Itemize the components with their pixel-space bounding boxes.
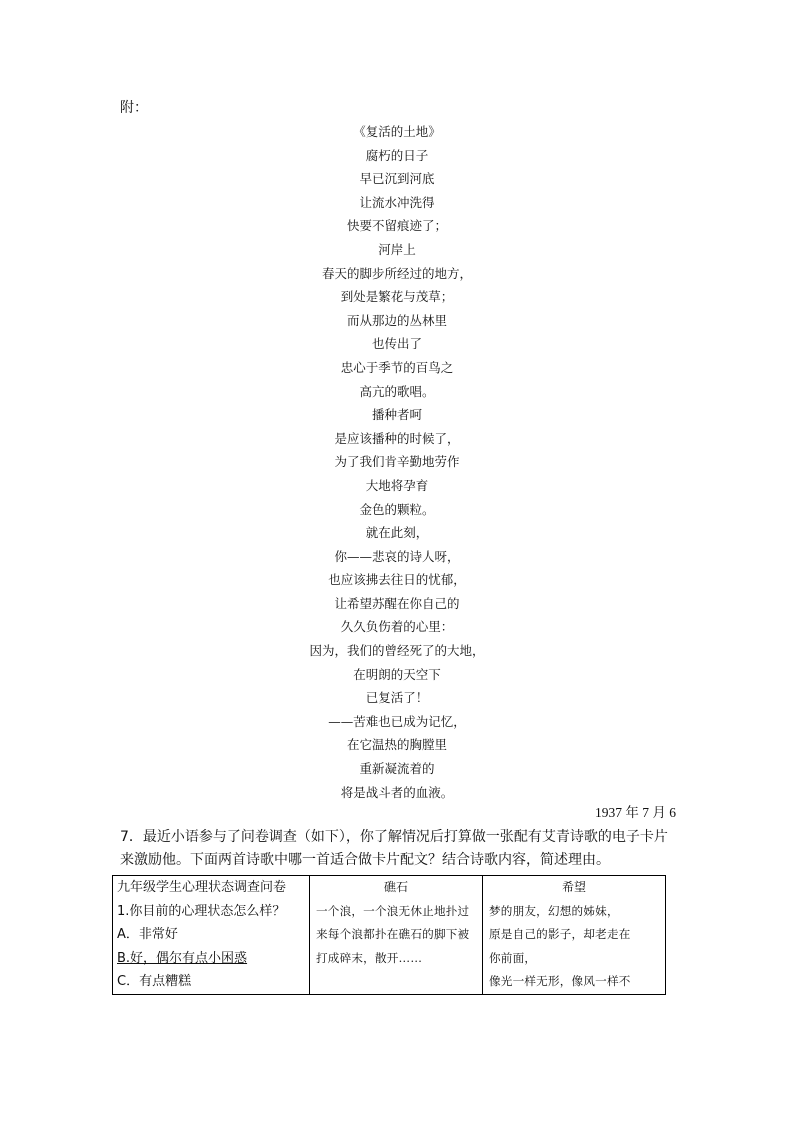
survey-option-b: B.好，偶尔有点小困惑 bbox=[117, 950, 248, 966]
survey-option-a: A．非常好 bbox=[117, 927, 178, 942]
survey-option-c: C．有点糟糕 bbox=[117, 974, 192, 989]
poem-line: 而从那边的丛林里 bbox=[346, 312, 447, 328]
poem-line: 大地将孕育 bbox=[365, 477, 429, 493]
poem-line: 久久负伤着的心里： bbox=[340, 619, 454, 635]
poem-line: 播种者呵 bbox=[371, 407, 422, 423]
poem-line: 重新凝流着的 bbox=[359, 761, 435, 777]
poem-line: 是应该播种的时候了， bbox=[334, 430, 460, 446]
poem-xiwang-title: 希望 bbox=[561, 880, 586, 894]
poem-title: 《复活的土地》 bbox=[353, 124, 441, 139]
poem-line: 早已沉到河底 bbox=[359, 171, 435, 187]
poem-line: 春天的脚步所经过的地方， bbox=[321, 265, 472, 281]
comparison-table bbox=[112, 875, 666, 995]
poem-line: 因为，我们的曾经死了的大地， bbox=[309, 643, 485, 659]
poem-line: 在它温热的胸膛里 bbox=[346, 737, 447, 753]
poem-line: 就在此刻， bbox=[365, 525, 429, 541]
poem-line: 也传出了 bbox=[371, 336, 422, 352]
poem-line: 金色的颗粒。 bbox=[359, 501, 435, 517]
poem-line: 在明朗的天空下 bbox=[353, 666, 441, 682]
poem-line: 已复活了！ bbox=[365, 690, 429, 706]
poem-xiwang-line: 梦的朋友，幻想的姊妹， bbox=[489, 903, 619, 918]
poem-line: 让流水冲洗得 bbox=[359, 194, 435, 210]
poem-line: 你——悲哀的诗人呀， bbox=[334, 548, 460, 564]
poem-line: 到处是繁花与茂草； bbox=[340, 289, 454, 305]
poem-jiaoshi-title: 礁石 bbox=[383, 880, 408, 894]
poem-fuhuo bbox=[200, 120, 594, 804]
poem-line: 高亢的歌唱。 bbox=[359, 383, 435, 399]
poem-jiaoshi-cell bbox=[310, 876, 483, 995]
survey-question: 1.你目前的心理状态怎么样？ bbox=[117, 903, 286, 919]
poem-line: 也应该拂去往日的忧郁， bbox=[328, 572, 466, 588]
question-7: 7．最近小语参与了问卷调查（如下），你了解情况后打算做一张配有艾青诗歌的电子卡片来激励他。下面两首诗歌中哪一首适合做卡片配文？结合诗歌内容，简述理由。 bbox=[120, 829, 668, 868]
poem-xiwang-line: 像光一样无形，像风一样不 bbox=[489, 974, 631, 988]
poem-xiwang-line: 原是自己的影子，却老走在 bbox=[489, 927, 631, 941]
poem-xiwang-line: 你前面， bbox=[489, 950, 537, 965]
poem-line: 让希望苏醒在你自己的 bbox=[334, 595, 460, 611]
poem-line: 忠心于季节的百鸟之 bbox=[340, 359, 454, 375]
poem-line: 腐朽的日子 bbox=[365, 147, 429, 163]
poem-line: 快要不留痕迹了； bbox=[346, 218, 447, 234]
appendix-heading: 附： bbox=[120, 100, 148, 116]
poem-date: 1937 年 7 月 6 bbox=[595, 805, 676, 820]
poem-jiaoshi-text: 一个浪，一个浪无休止地扑过来每个浪都扑在礁石的脚下被打成碎末，散开…… bbox=[316, 903, 470, 965]
poem-line: 河岸上 bbox=[378, 241, 416, 257]
poem-line: 为了我们肯辛勤地劳作 bbox=[334, 454, 460, 470]
survey-title: 九年级学生心理状态调查问卷 bbox=[117, 880, 287, 895]
poem-line: 将是战斗者的血液。 bbox=[340, 784, 454, 800]
poem-line: ——苦难也已成为记忆， bbox=[328, 713, 466, 729]
survey-cell bbox=[113, 876, 310, 995]
poem-xiwang-cell bbox=[483, 876, 666, 995]
